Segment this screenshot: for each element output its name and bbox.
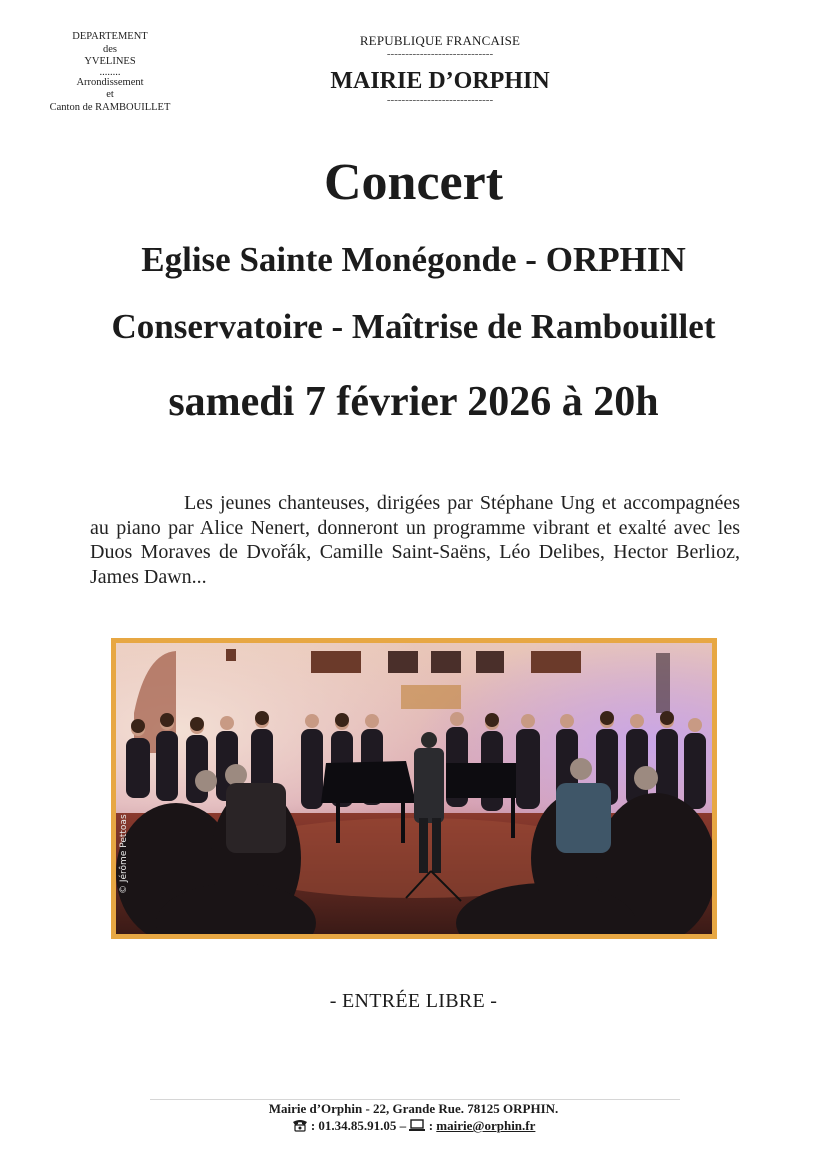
republic-label: REPUBLIQUE FRANCAISE — [359, 33, 521, 48]
department-line: Canton de RAMBOUILLET — [49, 101, 171, 113]
footer-address: Mairie d’Orphin - 22, Grande Rue. 78125 ORPHIN. — [268, 1101, 559, 1116]
department-header — [40, 31, 180, 114]
event-date: samedi 7 février 2026 à 20h — [168, 379, 659, 425]
department-line: ........ — [99, 66, 121, 78]
phone-number: : 01.34.85.91.05 – — [310, 1118, 407, 1133]
department-line: YVELINES — [84, 56, 136, 67]
mairie-title: MAIRIE D’ORPHIN — [330, 68, 550, 94]
computer-icon — [409, 1119, 425, 1136]
header-divider: ----------------------------- — [386, 94, 494, 106]
event-performers: Conservatoire - Maîtrise de Rambouillet — [111, 307, 716, 346]
department-line: Arrondissement — [76, 76, 144, 88]
department-line: et — [106, 89, 114, 100]
footer-divider — [150, 1099, 680, 1100]
concert-photo-frame — [111, 638, 717, 939]
mairie-header — [300, 33, 580, 105]
email-separator: : — [428, 1118, 434, 1133]
event-venue: Eglise Sainte Monégonde - ORPHIN — [141, 240, 686, 279]
event-description: Les jeunes chanteuses, dirigées par Stéphane Ung et accompagnées au piano par Alice Nenert, donneront un programme vibrant et exalté avec les Duos Moraves de Dvořák, Camille Saint-Saëns, Léo Delibes, Hector Berlioz, James Dawn... — [90, 492, 740, 588]
department-line: des — [103, 43, 117, 55]
header-divider: ----------------------------- — [386, 48, 494, 60]
footer-contact — [0, 1118, 827, 1136]
email-link[interactable]: mairie@orphin.fr — [436, 1118, 536, 1133]
choir-concert-image — [116, 643, 712, 934]
photo-credit: © Jérôme Pettoas — [119, 814, 129, 894]
concert-photo — [116, 643, 712, 934]
department-line: DEPARTEMENT — [72, 31, 148, 42]
event-title: Concert — [323, 154, 504, 211]
telephone-icon — [292, 1119, 308, 1136]
free-entry-label: - ENTRÉE LIBRE - — [329, 990, 498, 1012]
